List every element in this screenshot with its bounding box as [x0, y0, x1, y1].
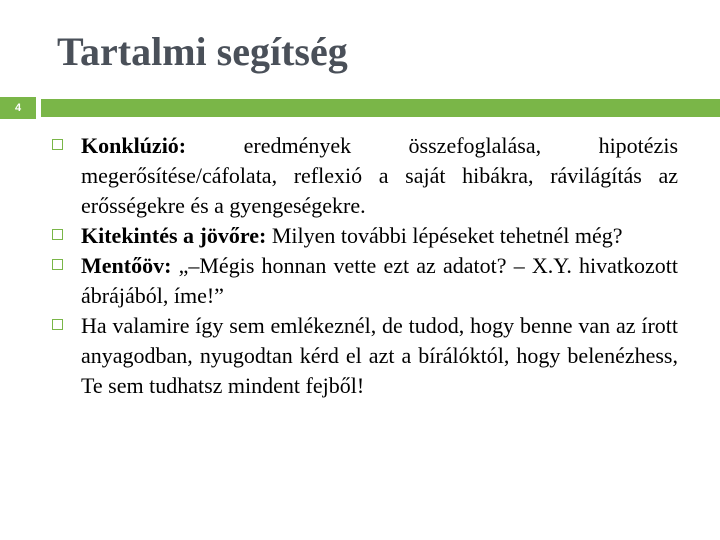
bullet-label: Kitekintés a jövőre:: [81, 223, 267, 248]
hollow-square-icon: [52, 139, 63, 150]
header-accent-bar: [41, 99, 720, 117]
hollow-square-icon: [52, 319, 63, 330]
hollow-square-icon: [52, 229, 63, 240]
bullet-text: eredmények összefoglalása, hipotézis megerősítése/cáfolata, reflexió a saját hibákra, rávilágítás az erősségekre és a gyengeségekre.: [81, 133, 678, 218]
bullet-item-lifebuoy: [52, 251, 678, 311]
slide-title: Tartalmi segítség: [57, 29, 348, 74]
bullet-label: Konklúzió:: [81, 133, 187, 158]
bullet-text: Milyen további lépéseket tehetnél még?: [266, 223, 623, 248]
bullet-item-ask-reviewers: [52, 311, 678, 401]
slide-number-badge: 4: [0, 97, 36, 119]
bullet-text: Ha valamire így sem emlékeznél, de tudod, hogy benne van az írott anyagodban, nyugodtan kérd el azt a bírálóktól, hogy belenézhess, Te sem tudhatsz mindent fejből!: [81, 313, 678, 398]
bullet-label: Mentőöv:: [81, 253, 172, 278]
content-bullet-list: [52, 131, 678, 401]
bullet-item-conclusion: [52, 131, 678, 221]
bullet-item-future-outlook: [52, 221, 678, 251]
hollow-square-icon: [52, 259, 63, 270]
bullet-text: „–Mégis honnan vette ezt az adatot? – X.Y. hivatkozott ábrájából, íme!”: [81, 253, 678, 308]
